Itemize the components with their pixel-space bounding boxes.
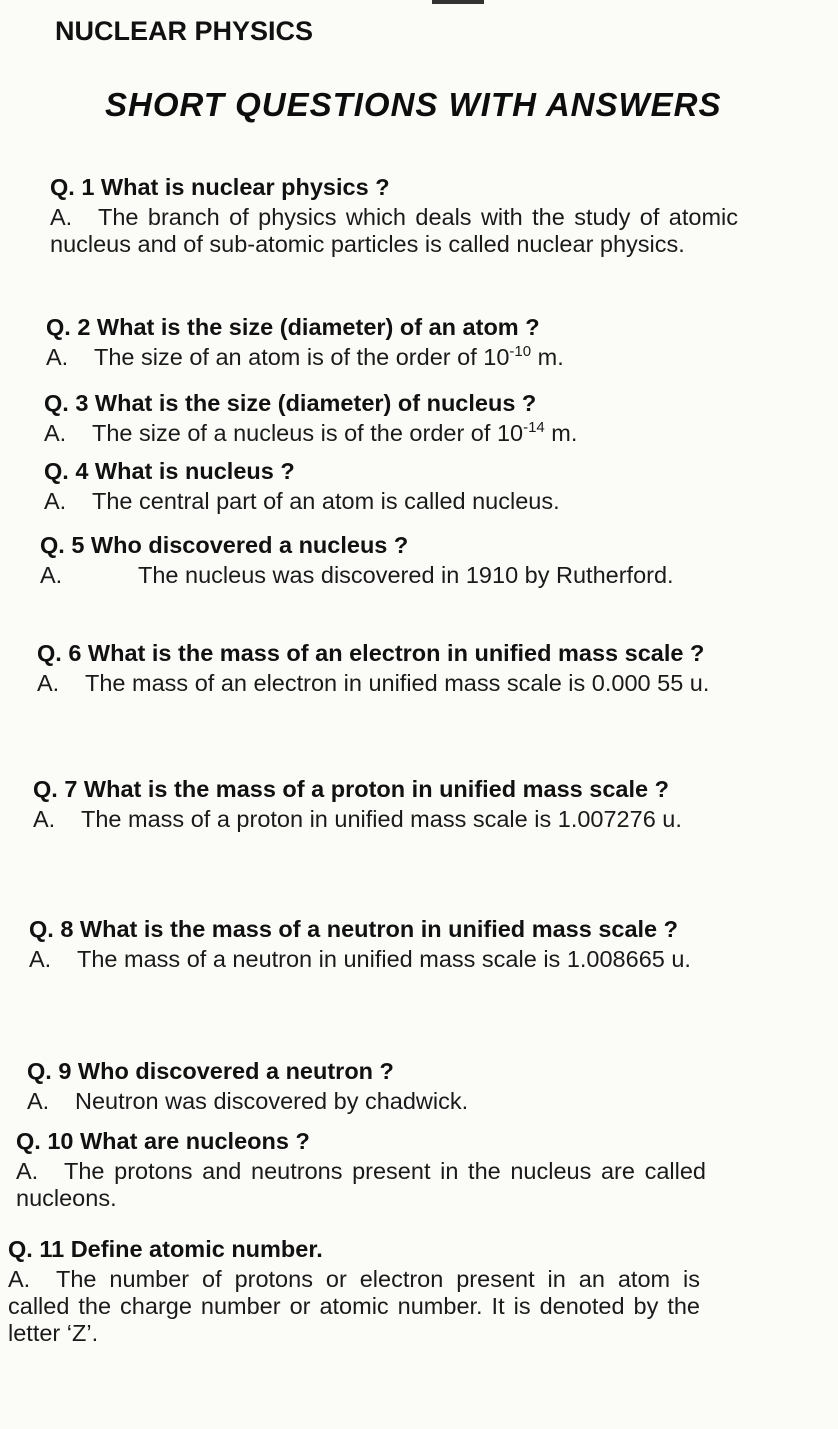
- answer-3-suffix: m.: [544, 420, 578, 446]
- question-3: Q. 3 What is the size (diameter) of nucleus ?: [44, 390, 537, 416]
- answer-11-text: The number of protons or electron present in an atom is called the charge number or atomic number. It is denoted by the letter ‘Z’.: [8, 1266, 700, 1346]
- answer-3-prefix: A.: [44, 420, 67, 446]
- answer-5-text: The nucleus was discovered in 1910 by Rutherford.: [138, 562, 674, 588]
- answer-5-prefix: A.: [40, 562, 63, 588]
- qa-item-11: [8, 1236, 700, 1347]
- answer-9-prefix: A.: [27, 1088, 50, 1114]
- answer-5: [40, 562, 728, 589]
- answer-9-text: Neutron was discovered by chadwick.: [75, 1088, 469, 1114]
- section-heading: SHORT QUESTIONS WITH ANSWERS: [105, 86, 722, 123]
- question-1: Q. 1 What is nuclear physics ?: [50, 174, 390, 200]
- qa-item-6: [37, 640, 725, 697]
- page-number-mark: [432, 0, 484, 4]
- answer-1: [50, 204, 738, 258]
- question-10: Q. 10 What are nucleons ?: [16, 1128, 310, 1154]
- qa-item-1: [50, 174, 738, 258]
- answer-1-prefix: A.: [50, 204, 73, 230]
- answer-2: [46, 344, 734, 371]
- qa-item-4: [44, 458, 734, 515]
- answer-10-prefix: A.: [16, 1158, 39, 1184]
- answer-8-prefix: A.: [29, 946, 52, 972]
- answer-1-text: The branch of physics which deals with the study of atomic nucleus and of sub-atomic particles is called nuclear physics.: [50, 204, 738, 257]
- question-9: Q. 9 Who discovered a neutron ?: [27, 1058, 394, 1084]
- answer-7: [33, 806, 723, 833]
- qa-item-7: [33, 776, 723, 833]
- answer-6-prefix: A.: [37, 670, 60, 696]
- qa-item-3: [44, 390, 734, 447]
- answer-11-prefix: A.: [8, 1266, 31, 1292]
- qa-item-9: [27, 1058, 717, 1115]
- answer-8-text: The mass of a neutron in unified mass scale is 1.008665 u.: [77, 946, 691, 972]
- answer-2-suffix: m.: [531, 344, 564, 370]
- question-2: Q. 2 What is the size (diameter) of an atom ?: [46, 314, 540, 340]
- answer-11: [8, 1266, 700, 1347]
- answer-6: [37, 670, 725, 697]
- answer-2-text: The size of an atom is of the order of 10: [94, 344, 510, 370]
- question-8: Q. 8 What is the mass of a neutron in unified mass scale ?: [29, 916, 679, 942]
- answer-10: [16, 1158, 706, 1212]
- question-5: Q. 5 Who discovered a nucleus ?: [40, 532, 409, 558]
- qa-item-2: [46, 314, 734, 371]
- answer-3-exponent: -14: [523, 419, 545, 437]
- chapter-title: NUCLEAR PHYSICS: [55, 16, 314, 46]
- answer-3-text: The size of a nucleus is of the order of 10: [92, 420, 524, 446]
- qa-item-10: [16, 1128, 706, 1212]
- question-7: Q. 7 What is the mass of a proton in unified mass scale ?: [33, 776, 669, 802]
- answer-10-text: The protons and neutrons present in the nucleus are called nucleons.: [16, 1158, 706, 1211]
- answer-6-text: The mass of an electron in unified mass scale is 0.000 55 u.: [85, 670, 710, 696]
- question-4: Q. 4 What is nucleus ?: [44, 458, 295, 484]
- answer-4: [44, 488, 734, 515]
- answer-2-exponent: -10: [509, 343, 532, 361]
- answer-3: [44, 420, 734, 447]
- qa-item-8: [29, 916, 719, 973]
- answer-7-prefix: A.: [33, 806, 56, 832]
- answer-9: [27, 1088, 717, 1115]
- qa-item-5: [40, 532, 728, 589]
- question-11: Q. 11 Define atomic number.: [8, 1236, 323, 1262]
- answer-2-prefix: A.: [46, 344, 69, 370]
- question-6: Q. 6 What is the mass of an electron in unified mass scale ?: [37, 640, 705, 666]
- answer-7-text: The mass of a proton in unified mass scale is 1.007276 u.: [81, 806, 682, 832]
- answer-8: [29, 946, 719, 973]
- answer-4-prefix: A.: [44, 488, 67, 514]
- answer-4-text: The central part of an atom is called nucleus.: [92, 488, 560, 514]
